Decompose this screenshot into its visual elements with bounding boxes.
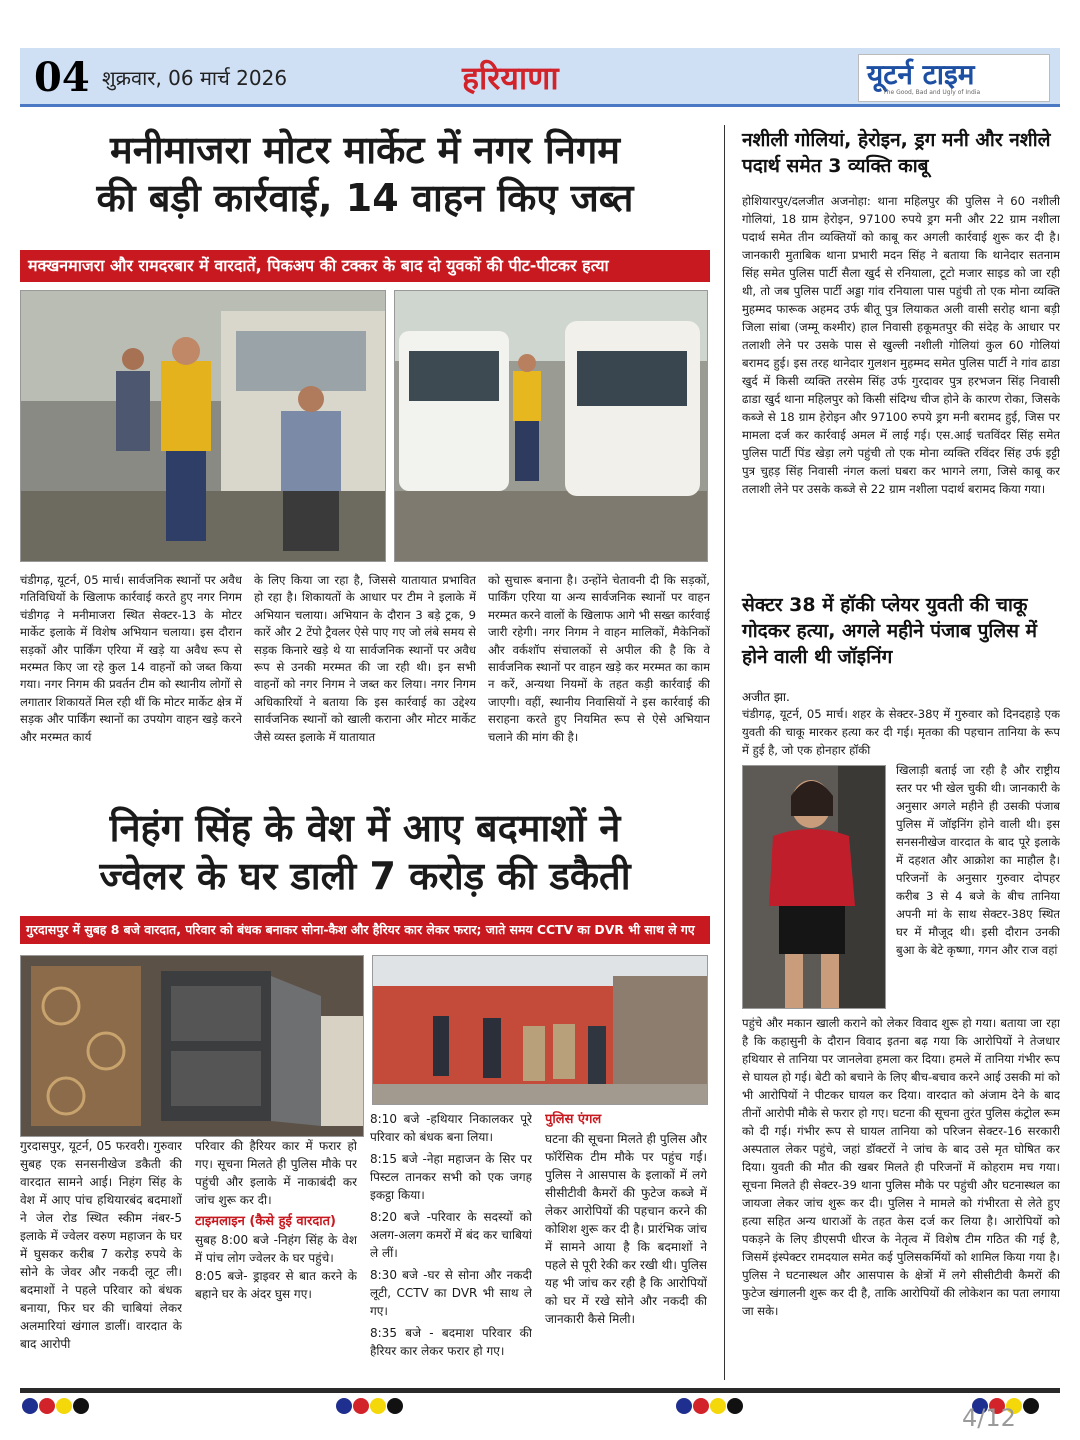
newspaper-logo [858, 54, 1050, 102]
story2-timeline-item-4: 8:15 बजे -नेहा महाजन के सिर पर पिस्टल तानकर सभी को एक जगह इकट्ठा किया। [370, 1152, 532, 1202]
story2-timeline-item-5: 8:20 बजे -परिवार के सदस्यों को अलग-अलग कमरों में बंद कर चाबियां ले लीं। [370, 1210, 532, 1260]
registration-marks-center-left [336, 1398, 404, 1418]
story1-photo-inspection [20, 290, 386, 562]
story3-body: होशियारपुर/दलजीत अजनोहा: थाना महिलपुर की पुलिस ने 60 नशीली गोलियां, 18 ग्राम हेरोइन, 97100 रुपये ड्रग मनी और 22 ग्राम नशीला पदार्थ समेत तीन व्यक्तियों को काबू कर अगली कार्रवाई शुरू कर दी है। जानकारी मुताबिक थाना प्रभारी मदन सिंह ने बताया कि थानेदार सतनाम सिंह समेत पुलिस पार्टी सैला खुर्द से रनियाला, टूटो मजार साइड को जा रही थी, तो जब पुलिस पार्टी अड्डा गांव रनियाला पास पहुंची तो एक मोना व्यक्ति मुहम्मद फारूक अहमद उर्फ बीतू पुत्र लियाकत अली वासी सरोह थाना बड़ी जिला सांबा (जम्मू कश्मीर) हाल निवासी हकूमतपुर की संदेह के आधार पर तलाशी लेने पर उसके पास से खुल्ली नशीली गोलियां कुल 60 गोलियां बरामद हुई। इस तरह थानेदार गुलशन मुहम्मद समेत पुलिस पार्टी ने गांव ढाडा खुर्द में किसी व्यक्ति तरसेम सिंह उर्फ गुरदावर पुत्र हरभजन सिंह निवासी ढाडा खुर्द थाना महिलपुर को किसी संदिग्ध चीज होने के कारण रोका, जिसके कब्जे से 18 ग्राम हेरोइन और 97100 रुपये ड्रग मनी बरामद हुई, जिस पर मामला दर्ज कर कार्रवाई अमल में लाई गई। एस.आई चतविंदर सिंह समेत पुलिस पार्टी पिंड खेड़ा लगे पहुंची तो एक मोना व्यक्ति रविंदर सिंह उर्फ इट्टी पुत्र चुहड़ सिंह निवासी नंगल कलां घबरा कर भागने लगा, जिसे काबू कर तलाशी लेने पर उसके कब्जे से 22 ग्राम नशीला पदार्थ बरामद किया गया। [742, 194, 1060, 496]
footer-rule [20, 1388, 1060, 1393]
story1-photo-vans [394, 290, 708, 562]
story2-timeline-item-7: 8:35 बजे - बदमाश परिवार की हैरियर कार लेकर फरार हो गए। [370, 1326, 532, 1358]
story4-side-text: खिलाड़ी बताई जा रही है और राष्ट्रीय स्तर पर भी खेल चुकी थी। जानकारी के अनुसार अगले महीने ही उसकी पंजाब पुलिस में जॉइनिंग होने वाली थी। इस सनसनीखेज वारदात के बाद पूरे इलाके में दहशत और आक्रोश का माहौल है। परिजनों के अनुसार गुरुवार दोपहर करीब 3 से 4 बजे के बीच तानिया अपनी मां के साथ सेक्टर-38ए स्थित घर में मौजूद थी। इसी दौरान उनकी बुआ के बेटे कृष्णा, गगन और राज वहां [896, 763, 1060, 957]
story2-photo-police [372, 955, 708, 1105]
yellow-dot-icon [56, 1398, 72, 1414]
story1-headline-line1: मनीमाजरा मोटर मार्केट में नगर निगम [110, 128, 620, 172]
story2-timeline-item-3: 8:10 बजे -हथियार निकालकर पूरे परिवार को बंधक बना लिया। [370, 1112, 532, 1144]
story4-body: पहुंचे और मकान खाली कराने को लेकर विवाद शुरू हो गया। बताया जा रहा है कि कहासुनी के दौरान विवाद इतना बढ़ गया कि आरोपियों ने तेजधार हथियार से तानिया पर जानलेवा हमला कर दिया। हमले में तानिया गंभीर रूप से घायल हो गई। बेटी को बचाने के लिए बीच-बचाव करने आई उसकी मां को भी आरोपियों ने पीटकर घायल कर दिया। वारदात को अंजाम देने के बाद तीनों आरोपी मौके से फरार हो गए। घटना की सूचना तुरंत पुलिस कंट्रोल रूम को दी गई। गंभीर रूप से घायल तानिया को परिजन सेक्टर-16 सरकारी अस्पताल लेकर पहुंचे, जहां डॉक्टरों ने जांच के बाद उसे मृत घोषित कर दिया। युवती की मौत की खबर मिलते ही परिजनों में कोहराम मच गया। सूचना मिलते ही सेक्टर-39 थाना पुलिस मौके पर पहुंची और घटनास्थल का जायजा लेकर जांच शुरू कर दी। पुलिस ने मामले को गंभीरता से लेते हुए हत्या सहित अन्य धाराओं के तहत केस दर्ज कर लिया है। आरोपियों को पकड़ने के लिए डीएसपी धीरज के नेतृत्व में विशेष टीम गठित की गई है, जिसमें इंस्पेक्टर रामदयाल समेत कई पुलिसकर्मियों को शामिल किया गया है। पुलिस ने घटनास्थल और आसपास के क्षेत्रों में लगे सीसीटीवी कैमरों की फुटेज खंगालनी शुरू कर दी है, ताकि आरोपियों की लोकेशन का पता लगाया जा सके। [742, 1016, 1060, 1318]
story1-headline-line2: की बड़ी कार्रवाई, 14 वाहन किए जब्त [96, 176, 634, 221]
black-dot-icon [1023, 1398, 1039, 1414]
story2-headline [20, 804, 710, 901]
story4-intro: चंडीगढ़, यूटर्न, 05 मार्च। शहर के सेक्टर-38ए में गुरुवार को दिनदहाड़े एक युवती की चाकू मारकर हत्या कर दी गई। मृतका की पहचान तानिया के रूप में हुई है, जो एक होनहार हॉकी [742, 707, 1060, 757]
blue-dot-icon [676, 1398, 692, 1414]
page-number: 04 [34, 54, 90, 101]
story2-body-col2 [195, 1137, 357, 1377]
story3-headline: नशीली गोलियां, हेरोइन, ड्रग मनी और नशीले पदार्थ समेत 3 व्यक्ति काबू [742, 129, 1051, 177]
yellow-dot-icon [710, 1398, 726, 1414]
black-dot-icon [727, 1398, 743, 1414]
story4-headline: सेक्टर 38 में हॉकी प्लेयर युवती की चाकू गोदकर हत्या, अगले महीने पंजाब पुलिस में होने वाली थी जॉइनिंग [742, 594, 1037, 669]
story2-police-text: घटना की सूचना मिलते ही पुलिस और फॉरेंसिक टीम मौके पर पहुंच गई। पुलिस ने आसपास के इलाकों में लगे सीसीटीवी कैमरों की फुटेज कब्जे में लेकर आरोपियों की पहचान करने की कोशिश शुरू कर दी है। प्रारंभिक जांच में सामने आया है कि बदमाशों ने पहले से पूरी रेकी कर रखी थी। पुलिस यह भी जांच कर रही है कि आरोपियों को घर में रखे सोने और नकदी की जानकारी कैसे मिली। [545, 1131, 707, 1326]
story1-body-col3: को सुचारू बनाना है। उन्होंने चेतावनी दी कि सड़कों, पार्किंग एरिया या अन्य सार्वजनिक स्थानों पर वाहन मरम्मत करने वालों के खिलाफ आगे भी सख्त कार्रवाई जारी रहेगी। नगर निगम ने वाहन मालिकों, मैकेनिकों और वर्कशॉप संचालकों से अपील की है कि वे सार्वजनिक स्थानों पर वाहन खड़े कर मरम्मत का काम न करें, अन्यथा नियमों के तहत कड़ी कार्रवाई की जाएगी। वहीं, स्थानीय निवासियों ने इस कार्रवाई की सराहना करते हुए नियमित रूप से ऐसे अभियान चलाने की मांग की है। [488, 573, 710, 744]
registration-marks-center-right [676, 1398, 744, 1418]
story2-headline-line2: ज्वेलर के घर डाली 7 करोड़ की डकैती [99, 854, 631, 899]
story2-timeline-item-6: 8:30 बजे -घर से सोना और नकदी लूटी, CCTV का DVR भी साथ ले गए। [370, 1268, 532, 1318]
story4-photo-victim [742, 765, 886, 1009]
story2-body-col3 [370, 1110, 532, 1377]
story2-timeline-heading: टाइमलाइन (कैसे हुई वारदात) [195, 1214, 336, 1229]
story2-strap: गुरदासपुर में सुबह 8 बजे वारदात, परिवार को बंधक बनाकर सोना-कैश और हैरियर कार लेकर फरार; जाते समय CCTV का DVR भी साथ ले गए [20, 916, 710, 944]
blue-dot-icon [336, 1398, 352, 1414]
blue-dot-icon [22, 1398, 38, 1414]
story2-timeline-item-1: सुबह 8:00 बजे -निहंग सिंह के वेश में पांच लोग ज्वेलर के घर पहुंचे। [195, 1233, 357, 1266]
black-dot-icon [387, 1398, 403, 1414]
page-counter: 4/12 [962, 1404, 1016, 1432]
registration-marks-left [22, 1398, 90, 1418]
yellow-dot-icon [370, 1398, 386, 1414]
story2-body-col4 [545, 1110, 707, 1377]
story2-police-heading: पुलिस एंगल [545, 1112, 602, 1127]
section-title: हरियाणा [462, 59, 559, 97]
red-dot-icon [353, 1398, 369, 1414]
story2-photo-safe [20, 955, 364, 1137]
edition-date: शुक्रवार, 06 मार्च 2026 [102, 66, 288, 90]
logo-tagline: The Good, Bad and Ugly of India [883, 89, 981, 96]
black-dot-icon [73, 1398, 89, 1414]
story1-body-col1: चंडीगढ़, यूटर्न, 05 मार्च। सार्वजनिक स्थानों पर अवैध गतिविधियों के खिलाफ कार्रवाई करते हुए नगर निगम चंडीगढ़ ने मनीमाजरा स्थित सेक्टर-13 के मोटर मार्केट इलाके में विशेष अभियान चलाया। इस दौरान सड़कों और पार्किंग एरिया में खड़े या अवैध रूप से मरम्मत किए जा रहे कुल 14 वाहनों को जब्त किया गया। नगर निगम की प्रवर्तन टीम को स्थानीय लोगों से लगातार शिकायतें मिल रही थीं कि मोटर मार्केट क्षेत्र में सड़क और पार्किंग स्थानों का उपयोग वाहन खड़े करने और मरम्मत कार्य [20, 573, 242, 744]
column-divider [724, 125, 725, 1380]
red-dot-icon [693, 1398, 709, 1414]
story1-body-col2: के लिए किया जा रहा है, जिससे यातायात प्रभावित हो रहा है। शिकायतों के आधार पर टीम ने इलाके में अभियान चलाया। अभियान के दौरान 3 बड़े ट्रक, 9 कारें और 2 टेंपो ट्रैवलर ऐसे पाए गए जो लंबे समय से सड़क किनारे खड़े थे या सार्वजनिक स्थानों पर अवैध रूप से उनकी मरम्मत की जा रही थी। इन सभी वाहनों को नगर निगम ने जब्त कर लिया। नगर निगम अधिकारियों ने बताया कि इस कार्रवाई का उद्देश्य सार्वजनिक स्थानों को खाली कराना और मोटर मार्केट जैसे व्यस्त इलाके में यातायात [254, 573, 476, 744]
story1-headline [20, 126, 710, 223]
story2-timeline-item-2: 8:05 बजे- ड्राइवर से बात करने के बहाने घर के अंदर घुस गए। [195, 1269, 357, 1302]
story2-col2-text: परिवार की हैरियर कार में फरार हो गए। सूचना मिलते ही पुलिस मौके पर पहुंची और इलाके में नाकाबंदी कर जांच शुरू कर दी। [195, 1139, 357, 1207]
red-dot-icon [39, 1398, 55, 1414]
story1-strap: मक्खनमाजरा और रामदरबार में वारदातें, पिकअप की टक्कर के बाद दो युवकों की पीट-पीटकर हत्या [20, 250, 710, 282]
story2-body-col1: गुरदासपुर, यूटर्न, 05 फरवरी। गुरुवार सुबह एक सनसनीखेज डकैती की वारदात सामने आई। निहंग सिंह के वेश में आए पांच हथियारबंद बदमाशों ने जेल रोड स्थित स्कीम नंबर-5 इलाके में ज्वेलर वरुण महाजन के घर में घुसकर करीब 7 करोड़ रुपये के सोने के जेवर और नकदी लूट ली। बदमाशों ने पहले परिवार को बंधक बनाया, फिर घर की चाबियां लेकर अलमारियां खंगाल डालीं। वारदात के बाद आरोपी [20, 1139, 182, 1351]
logo-text: यूटर्न टाइम [867, 58, 975, 91]
story2-headline-line1: निहंग सिंह के वेश में आए बदमाशों ने [109, 806, 621, 850]
story4-byline: अजीत झा. [742, 690, 790, 704]
